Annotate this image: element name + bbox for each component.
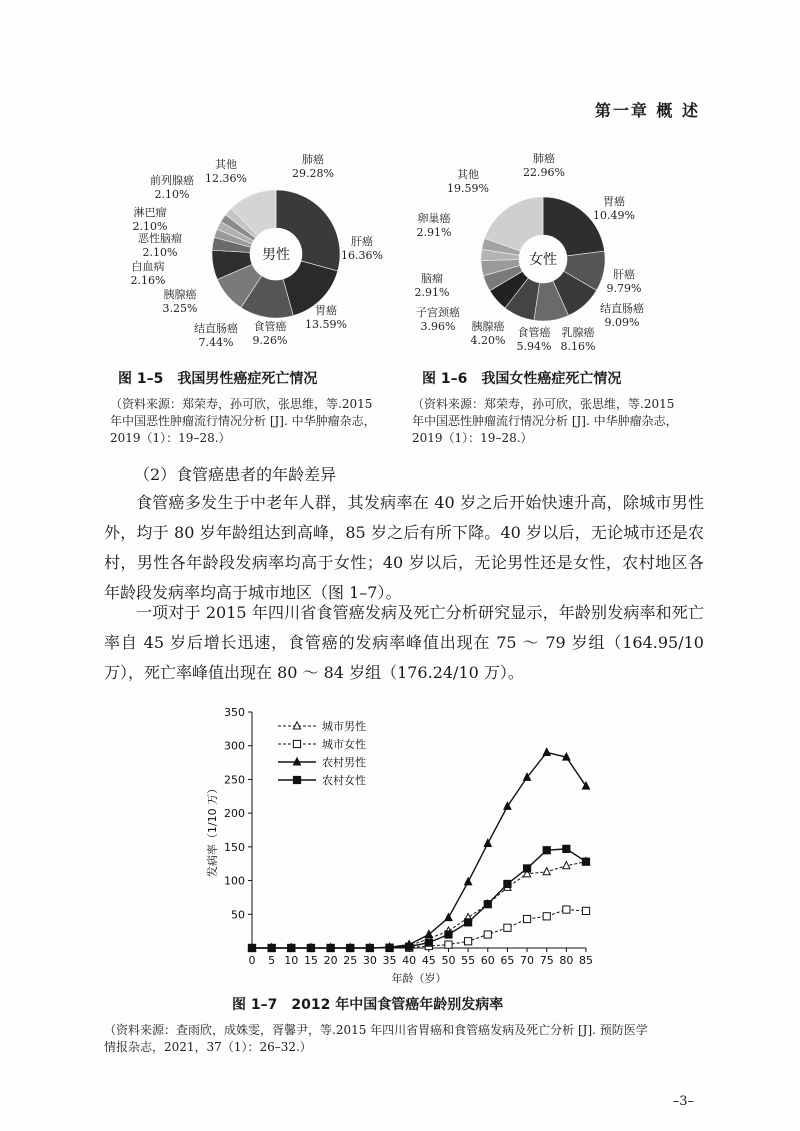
legend-marker bbox=[293, 722, 300, 729]
slice-value: 8.16% bbox=[560, 340, 596, 353]
figure-5-caption: 图 1–5 我国男性癌症死亡情况 bbox=[118, 371, 318, 387]
slice-value: 29.28% bbox=[292, 167, 334, 180]
x-tick-label: 45 bbox=[421, 954, 436, 967]
x-tick-label: 30 bbox=[362, 954, 377, 967]
x-tick-label: 40 bbox=[402, 954, 417, 967]
slice-label: 食管癌 bbox=[517, 326, 551, 339]
figure-5-source-line: （资料来源：郑荣寿，孙可欣，张思维，等.2015 bbox=[110, 397, 373, 411]
y-tick-label: 100 bbox=[224, 874, 245, 888]
donut-center-label: 男性 bbox=[262, 247, 290, 263]
data-point bbox=[484, 839, 491, 846]
donut-center-label: 女性 bbox=[529, 252, 557, 268]
slice-label: 肺癌 bbox=[533, 152, 555, 165]
x-tick-label: 5 bbox=[268, 954, 276, 967]
slice-value: 13.59% bbox=[305, 318, 347, 331]
slice-label: 胃癌 bbox=[603, 195, 625, 208]
slice-value: 3.96% bbox=[420, 320, 456, 333]
y-tick-label: 200 bbox=[224, 807, 245, 821]
x-tick-label: 20 bbox=[323, 954, 338, 967]
data-point bbox=[465, 878, 472, 885]
data-point bbox=[425, 939, 432, 946]
data-point bbox=[504, 924, 511, 931]
slice-label: 其他 bbox=[457, 168, 479, 181]
chapter-header: 第一章 概 述 bbox=[594, 101, 700, 120]
series-line bbox=[252, 849, 586, 948]
data-point bbox=[406, 943, 413, 950]
data-point bbox=[248, 944, 255, 951]
slice-value: 2.16% bbox=[130, 274, 166, 287]
data-point bbox=[484, 931, 491, 938]
section-heading: （2）食管癌患者的年龄差异 bbox=[134, 465, 337, 484]
slice-label: 食管癌 bbox=[253, 320, 287, 333]
data-point bbox=[504, 880, 511, 887]
slice-label: 白血病 bbox=[131, 260, 165, 273]
paragraph-2: 一项对于 2015 年四川省食管癌发病及死亡分析研究显示，年龄别发病率和死亡率自 45 岁后增长迅速，食管癌的发病率峰值出现在 75 ～ 79 岁组（164.95/10 万），死亡率峰值出现在 80 ～ 84 岁组（176.24/10 万）。 bbox=[104, 603, 704, 682]
data-point bbox=[543, 868, 550, 875]
series-1 bbox=[248, 857, 589, 951]
data-point bbox=[366, 944, 373, 951]
figure-5-source-line: 年中国恶性肿瘤流行情况分析 [J]. 中华肿瘤杂志， bbox=[110, 414, 376, 428]
slice-label: 前列腺癌 bbox=[150, 174, 194, 187]
slice-label: 结直肠癌 bbox=[194, 322, 238, 335]
slice-value: 2.10% bbox=[142, 246, 178, 259]
slice-label: 淋巴瘤 bbox=[133, 206, 167, 219]
legend-marker bbox=[293, 776, 300, 783]
y-tick-label: 350 bbox=[224, 706, 245, 719]
slice-label: 肺癌 bbox=[302, 153, 324, 166]
data-point bbox=[425, 930, 432, 937]
slice-value: 2.10% bbox=[132, 220, 168, 233]
slice-value: 3.25% bbox=[162, 302, 198, 315]
slice-value: 2.91% bbox=[416, 226, 452, 239]
data-point bbox=[543, 748, 550, 755]
data-point bbox=[523, 865, 530, 872]
slice-label: 卵巢癌 bbox=[417, 212, 451, 225]
legend-marker bbox=[293, 740, 300, 747]
x-axis-label: 年龄（岁） bbox=[391, 972, 447, 985]
x-tick-label: 25 bbox=[343, 954, 358, 967]
figure-male-donut bbox=[108, 150, 398, 355]
paragraph-1: 食管癌多发生于中老年人群，其发病率在 40 岁之后开始快速升高，除城市男性外，均于 80 岁年龄组达到高峰，85 岁之后有所下降。40 岁以后，无论城市还是农村，男性各年龄段发病率均高于女性；40 岁以后，无论男性还是女性，农村地区各年龄段发病率均高于城市地区（图 1–7）。 bbox=[104, 493, 704, 602]
data-point bbox=[543, 847, 550, 854]
y-tick-label: 50 bbox=[231, 908, 245, 922]
figure-6-source-line: （资料来源：郑荣寿，孙可欣，张思维，等.2015 bbox=[412, 397, 675, 411]
data-point bbox=[445, 941, 452, 948]
slice-value: 19.59% bbox=[447, 182, 489, 195]
slice-value: 9.09% bbox=[604, 316, 640, 329]
y-tick-label: 250 bbox=[224, 773, 245, 787]
figure-6-source-line: 2019（1）：19–28.） bbox=[412, 431, 533, 445]
x-tick-label: 60 bbox=[480, 954, 495, 967]
slice-value: 5.94% bbox=[516, 340, 552, 353]
data-point bbox=[445, 931, 452, 938]
x-tick-label: 50 bbox=[441, 954, 456, 967]
figure-6-caption: 图 1–6 我国女性癌症死亡情况 bbox=[422, 371, 622, 387]
x-tick-label: 85 bbox=[579, 954, 593, 967]
figure-7-source-line: 情报杂志，2021，37（1）：26–32.） bbox=[104, 1040, 312, 1054]
slice-label: 肝癌 bbox=[613, 268, 635, 281]
series-4 bbox=[248, 845, 589, 951]
data-point bbox=[347, 944, 354, 951]
x-tick-label: 35 bbox=[382, 954, 397, 967]
x-tick-label: 80 bbox=[559, 954, 574, 967]
page-number: –3– bbox=[672, 1094, 694, 1109]
legend-label: 城市男性 bbox=[322, 720, 366, 733]
data-point bbox=[484, 901, 491, 908]
data-point bbox=[465, 938, 472, 945]
slice-label: 胃癌 bbox=[315, 304, 337, 317]
data-point bbox=[268, 944, 275, 951]
slice-label: 肝癌 bbox=[351, 235, 373, 248]
slice-value: 12.36% bbox=[205, 172, 247, 185]
series-line bbox=[252, 862, 586, 948]
slice-value: 16.36% bbox=[341, 249, 383, 262]
slice-value: 10.49% bbox=[593, 209, 635, 222]
x-tick-label: 75 bbox=[539, 954, 554, 967]
slice-value: 7.44% bbox=[198, 336, 234, 349]
data-point bbox=[327, 944, 334, 951]
data-point bbox=[582, 907, 589, 914]
incidence-line-chart bbox=[190, 700, 610, 990]
slice-value: 9.79% bbox=[606, 282, 642, 295]
x-tick-label: 10 bbox=[284, 954, 299, 967]
y-tick-label: 300 bbox=[224, 739, 245, 753]
figure-6-source bbox=[412, 396, 678, 447]
data-point bbox=[288, 944, 295, 951]
slice-label: 结直肠癌 bbox=[600, 302, 644, 315]
slice-value: 2.91% bbox=[414, 286, 450, 299]
data-point bbox=[523, 915, 530, 922]
x-tick-label: 65 bbox=[500, 954, 515, 967]
slice-label: 乳腺癌 bbox=[561, 326, 595, 339]
figure-6-source-line: 年中国恶性肿瘤流行情况分析 [J]. 中华肿瘤杂志， bbox=[412, 414, 678, 428]
series-line bbox=[252, 752, 586, 948]
slice-label: 胰腺癌 bbox=[471, 320, 505, 333]
y-axis-label: 发病率（1/10 万） bbox=[206, 782, 219, 878]
data-point bbox=[563, 862, 570, 869]
slice-label: 胰腺癌 bbox=[163, 288, 197, 301]
data-point bbox=[582, 858, 589, 865]
x-tick-label: 70 bbox=[520, 954, 535, 967]
data-point bbox=[543, 913, 550, 920]
figure-5-source-line: 2019（1）：19–28.） bbox=[110, 431, 231, 445]
slice-label: 脑瘤 bbox=[421, 272, 443, 285]
data-point bbox=[563, 906, 570, 913]
legend-label: 农村女性 bbox=[322, 774, 366, 787]
data-point bbox=[563, 845, 570, 852]
figure-7-caption: 图 1–7 2012 年中国食管癌年龄别发病率 bbox=[232, 997, 504, 1013]
data-point bbox=[307, 944, 314, 951]
slice-value: 9.26% bbox=[252, 334, 288, 347]
figure-5-source bbox=[110, 396, 376, 447]
x-tick-label: 15 bbox=[303, 954, 318, 967]
figure-7-source bbox=[104, 1022, 704, 1056]
x-tick-label: 55 bbox=[461, 954, 476, 967]
legend-label: 农村男性 bbox=[322, 756, 366, 769]
legend-label: 城市女性 bbox=[322, 738, 366, 751]
slice-value: 4.20% bbox=[470, 334, 506, 347]
x-tick-label: 0 bbox=[248, 954, 256, 967]
figure-female-donut bbox=[402, 150, 692, 360]
slice-label: 恶性脑瘤 bbox=[138, 232, 182, 245]
data-point bbox=[386, 944, 393, 951]
slice-value: 2.10% bbox=[154, 188, 190, 201]
slice-label: 其他 bbox=[215, 158, 237, 171]
slice-label: 子宫颈癌 bbox=[416, 306, 460, 319]
y-tick-label: 150 bbox=[224, 840, 245, 854]
slice-value: 22.96% bbox=[523, 166, 565, 179]
data-point bbox=[465, 919, 472, 926]
data-point bbox=[445, 913, 452, 920]
figure-7-source-line: （资料来源：查雨欣，成姝雯，胥馨尹，等.2015 年四川省胃癌和食管癌发病及死亡分析 [J]. 预防医学 bbox=[104, 1023, 648, 1037]
